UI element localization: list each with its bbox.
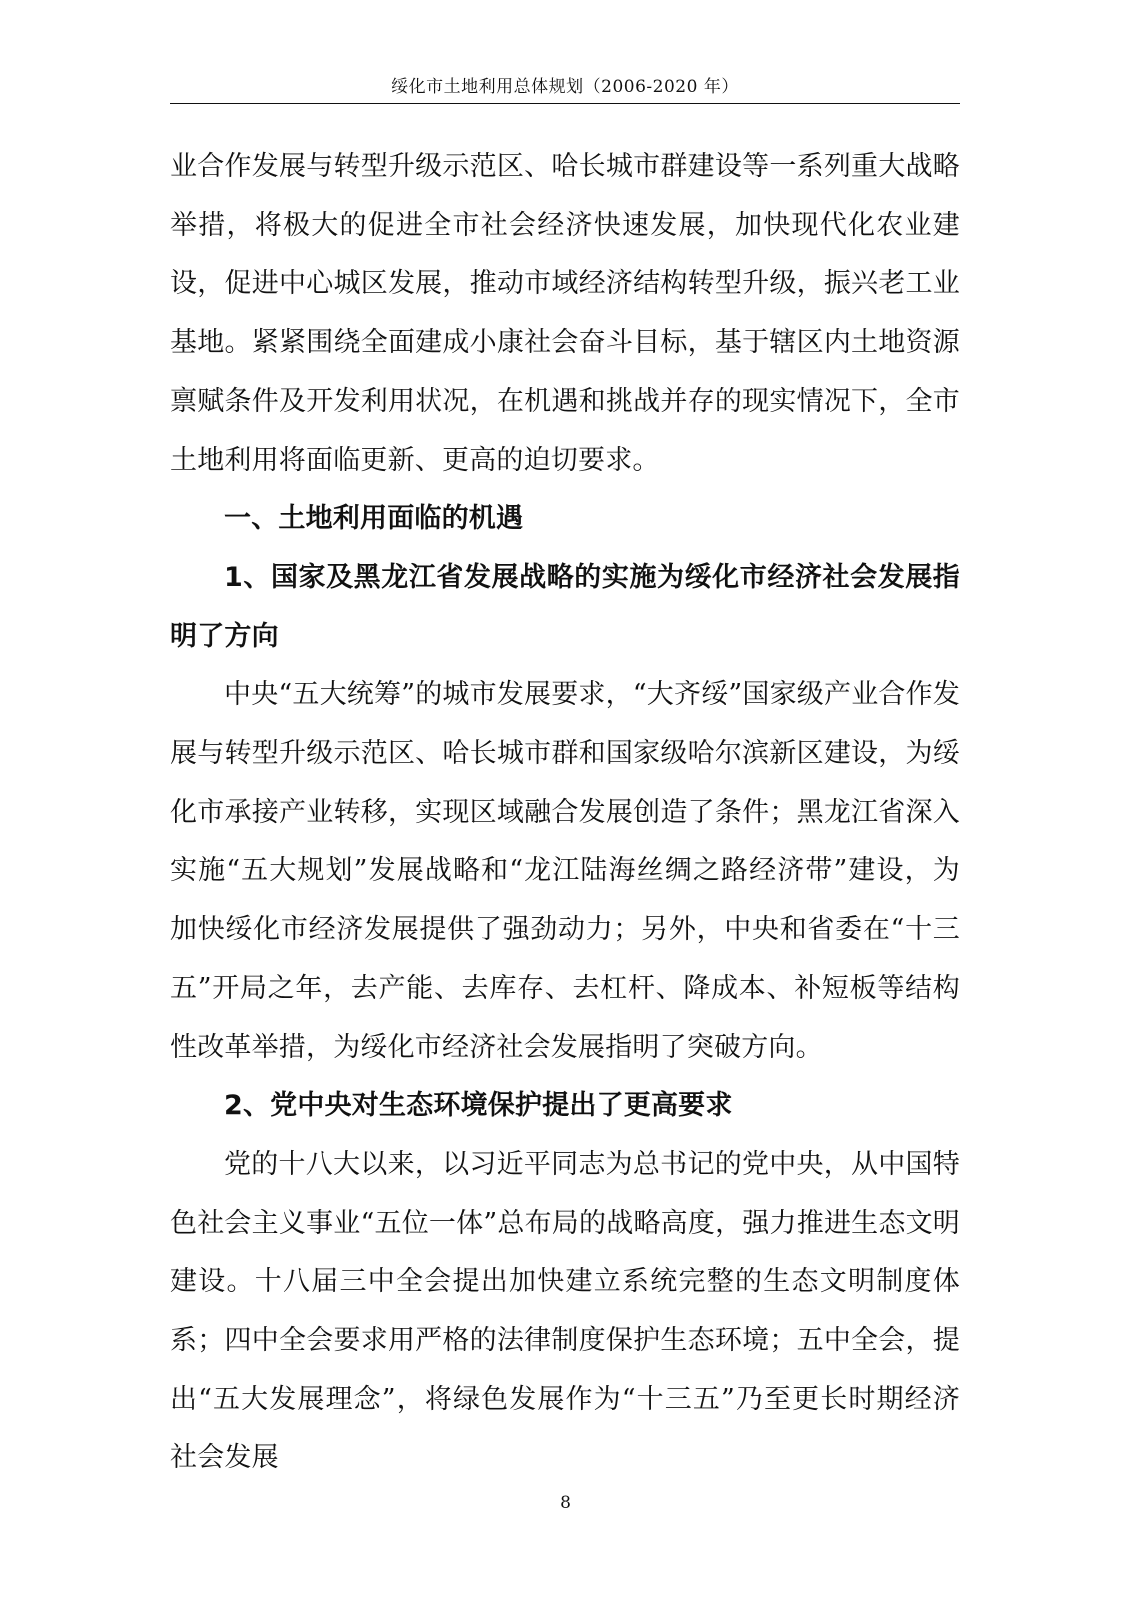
document-body [170,138,960,1488]
subsection-heading-2: 2、党中央对生态环境保护提出了更高要求 [224,1090,733,1122]
running-header-title: 绥化市土地利用总体规划（2006-2020 年） [391,77,739,97]
subsection-heading-1: 1、国家及黑龙江省发展战略的实施为绥化市经济社会发展指明了方向 [170,561,960,652]
paragraph-subsection-1: 中央“五大统筹”的城市发展要求，“大齐绥”国家级产业合作发展与转型升级示范区、哈长城市群和国家级哈尔滨新区建设，为绥化市承接产业转移，实现区域融合发展创造了条件；黑龙江省深入实施“五大规划”发展战略和“龙江陆海丝绸之路经济带”建设，为加快绥化市经济发展提供了强劲动力；另外，中央和省委在“十三五”开局之年，去产能、去库存、去杠杆、降成本、补短板等结构性改革举措，为绥化市经济社会发展指明了突破方向。 [170,679,961,1063]
section-heading: 一、土地利用面临的机遇 [224,503,524,535]
paragraph-continued: 业合作发展与转型升级示范区、哈长城市群建设等一系列重大战略举措，将极大的促进全市社会经济快速发展，加快现代化农业建设，促进中心城区发展，推动市域经济结构转型升级，振兴老工业基地。紧紧围绕全面建成小康社会奋斗目标，基于辖区内土地资源禀赋条件及开发利用状况，在机遇和挑战并存的现实情况下，全市土地利用将面临更新、更高的迫切要求。 [170,151,960,476]
header-divider [170,103,960,104]
page-number: 8 [560,1493,571,1513]
paragraph-subsection-2: 党的十八大以来，以习近平同志为总书记的党中央，从中国特色社会主义事业“五位一体”总布局的战略高度，强力推进生态文明建设。十八届三中全会提出加快建立系统完整的生态文明制度体系；四中全会要求用严格的法律制度保护生态环境；五中全会，提出“五大发展理念”，将绿色发展作为“十三五”乃至更长时期经济社会发展 [170,1148,960,1474]
